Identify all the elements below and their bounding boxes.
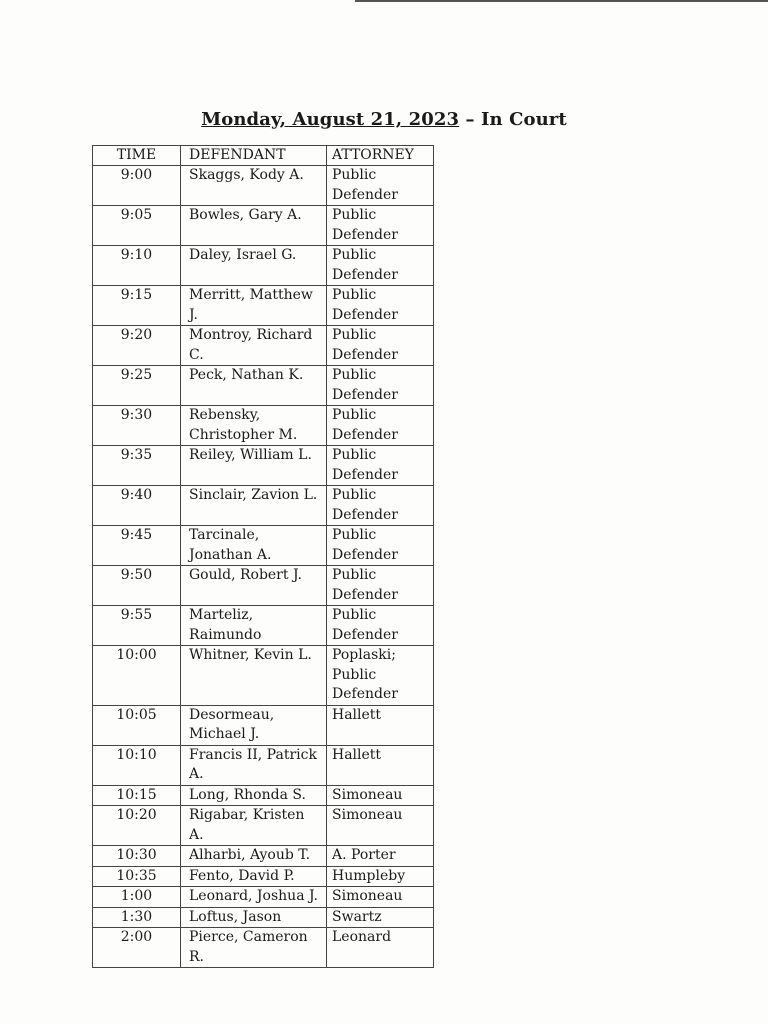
title-date: Monday, August 21, 2023 (201, 109, 460, 131)
cell-defendant: Daley, Israel G. (181, 246, 327, 286)
cell-time: 10:20 (93, 806, 181, 846)
cell-time: 9:45 (93, 526, 181, 566)
table-row (93, 705, 434, 745)
cell-time: 10:15 (93, 785, 181, 806)
cell-defendant: Bowles, Gary A. (181, 206, 327, 246)
table-row (93, 806, 434, 846)
cell-defendant: Rebensky, Christopher M. (181, 406, 327, 446)
cell-defendant: Long, Rhonda S. (181, 785, 327, 806)
cell-attorney: Leonard (327, 928, 434, 968)
table-header-row (93, 146, 434, 166)
cell-attorney: Public Defender (327, 166, 434, 206)
cell-time: 9:00 (93, 166, 181, 206)
cell-attorney: Hallett (327, 745, 434, 785)
cell-attorney: Poplaski; Public Defender (327, 646, 434, 706)
cell-time: 2:00 (93, 928, 181, 968)
cell-time: 10:00 (93, 646, 181, 706)
title-suffix: – In Court (459, 109, 567, 131)
table-row (93, 566, 434, 606)
cell-time: 9:55 (93, 606, 181, 646)
table-row (93, 206, 434, 246)
cell-time: 9:25 (93, 366, 181, 406)
cell-attorney: Public Defender (327, 366, 434, 406)
table-row (93, 166, 434, 206)
cell-defendant: Pierce, Cameron R. (181, 928, 327, 968)
cell-attorney: Simoneau (327, 785, 434, 806)
cell-attorney: Humpleby (327, 866, 434, 887)
cell-attorney: Public Defender (327, 446, 434, 486)
header-time: TIME (93, 146, 181, 166)
cell-time: 9:40 (93, 486, 181, 526)
cell-attorney: Simoneau (327, 887, 434, 908)
table-row (93, 326, 434, 366)
cell-defendant: Sinclair, Zavion L. (181, 486, 327, 526)
cell-defendant: Marteliz, Raimundo (181, 606, 327, 646)
cell-attorney: Public Defender (327, 406, 434, 446)
cell-attorney: Public Defender (327, 566, 434, 606)
court-schedule-table (92, 145, 434, 968)
table-row (93, 928, 434, 968)
cell-time: 9:35 (93, 446, 181, 486)
table-row (93, 646, 434, 706)
table-row (93, 907, 434, 928)
cell-attorney: Public Defender (327, 246, 434, 286)
table-row (93, 526, 434, 566)
cell-time: 9:15 (93, 286, 181, 326)
cell-defendant: Fento, David P. (181, 866, 327, 887)
cell-defendant: Whitner, Kevin L. (181, 646, 327, 706)
table-row (93, 606, 434, 646)
cell-defendant: Leonard, Joshua J. (181, 887, 327, 908)
cell-time: 10:30 (93, 846, 181, 867)
cell-time: 9:50 (93, 566, 181, 606)
page-title (0, 109, 768, 130)
cell-time: 9:10 (93, 246, 181, 286)
cell-defendant: Desormeau, Michael J. (181, 705, 327, 745)
scan-edge-line (355, 0, 768, 2)
cell-attorney: Public Defender (327, 326, 434, 366)
cell-defendant: Montroy, Richard C. (181, 326, 327, 366)
cell-attorney: Simoneau (327, 806, 434, 846)
cell-attorney: Public Defender (327, 286, 434, 326)
cell-attorney: Hallett (327, 705, 434, 745)
table-row (93, 486, 434, 526)
cell-defendant: Merritt, Matthew J. (181, 286, 327, 326)
table-row (93, 846, 434, 867)
cell-attorney: Swartz (327, 907, 434, 928)
cell-time: 1:00 (93, 887, 181, 908)
cell-attorney: Public Defender (327, 206, 434, 246)
cell-defendant: Alharbi, Ayoub T. (181, 846, 327, 867)
cell-defendant: Rigabar, Kristen A. (181, 806, 327, 846)
table-row (93, 887, 434, 908)
cell-defendant: Gould, Robert J. (181, 566, 327, 606)
header-attorney: ATTORNEY (327, 146, 434, 166)
cell-defendant: Reiley, William L. (181, 446, 327, 486)
table-row (93, 785, 434, 806)
cell-attorney: A. Porter (327, 846, 434, 867)
cell-defendant: Tarcinale, Jonathan A. (181, 526, 327, 566)
cell-attorney: Public Defender (327, 486, 434, 526)
cell-defendant: Skaggs, Kody A. (181, 166, 327, 206)
cell-time: 10:05 (93, 705, 181, 745)
table-row (93, 446, 434, 486)
cell-time: 10:35 (93, 866, 181, 887)
cell-defendant: Francis II, Patrick A. (181, 745, 327, 785)
cell-time: 9:05 (93, 206, 181, 246)
cell-time: 9:20 (93, 326, 181, 366)
cell-time: 10:10 (93, 745, 181, 785)
table-row (93, 745, 434, 785)
cell-defendant: Peck, Nathan K. (181, 366, 327, 406)
cell-defendant: Loftus, Jason (181, 907, 327, 928)
table-row (93, 866, 434, 887)
cell-time: 1:30 (93, 907, 181, 928)
cell-time: 9:30 (93, 406, 181, 446)
header-defendant: DEFENDANT (181, 146, 327, 166)
table-body (93, 166, 434, 968)
table-row (93, 246, 434, 286)
table-row (93, 366, 434, 406)
table-row (93, 286, 434, 326)
table-row (93, 406, 434, 446)
cell-attorney: Public Defender (327, 526, 434, 566)
cell-attorney: Public Defender (327, 606, 434, 646)
